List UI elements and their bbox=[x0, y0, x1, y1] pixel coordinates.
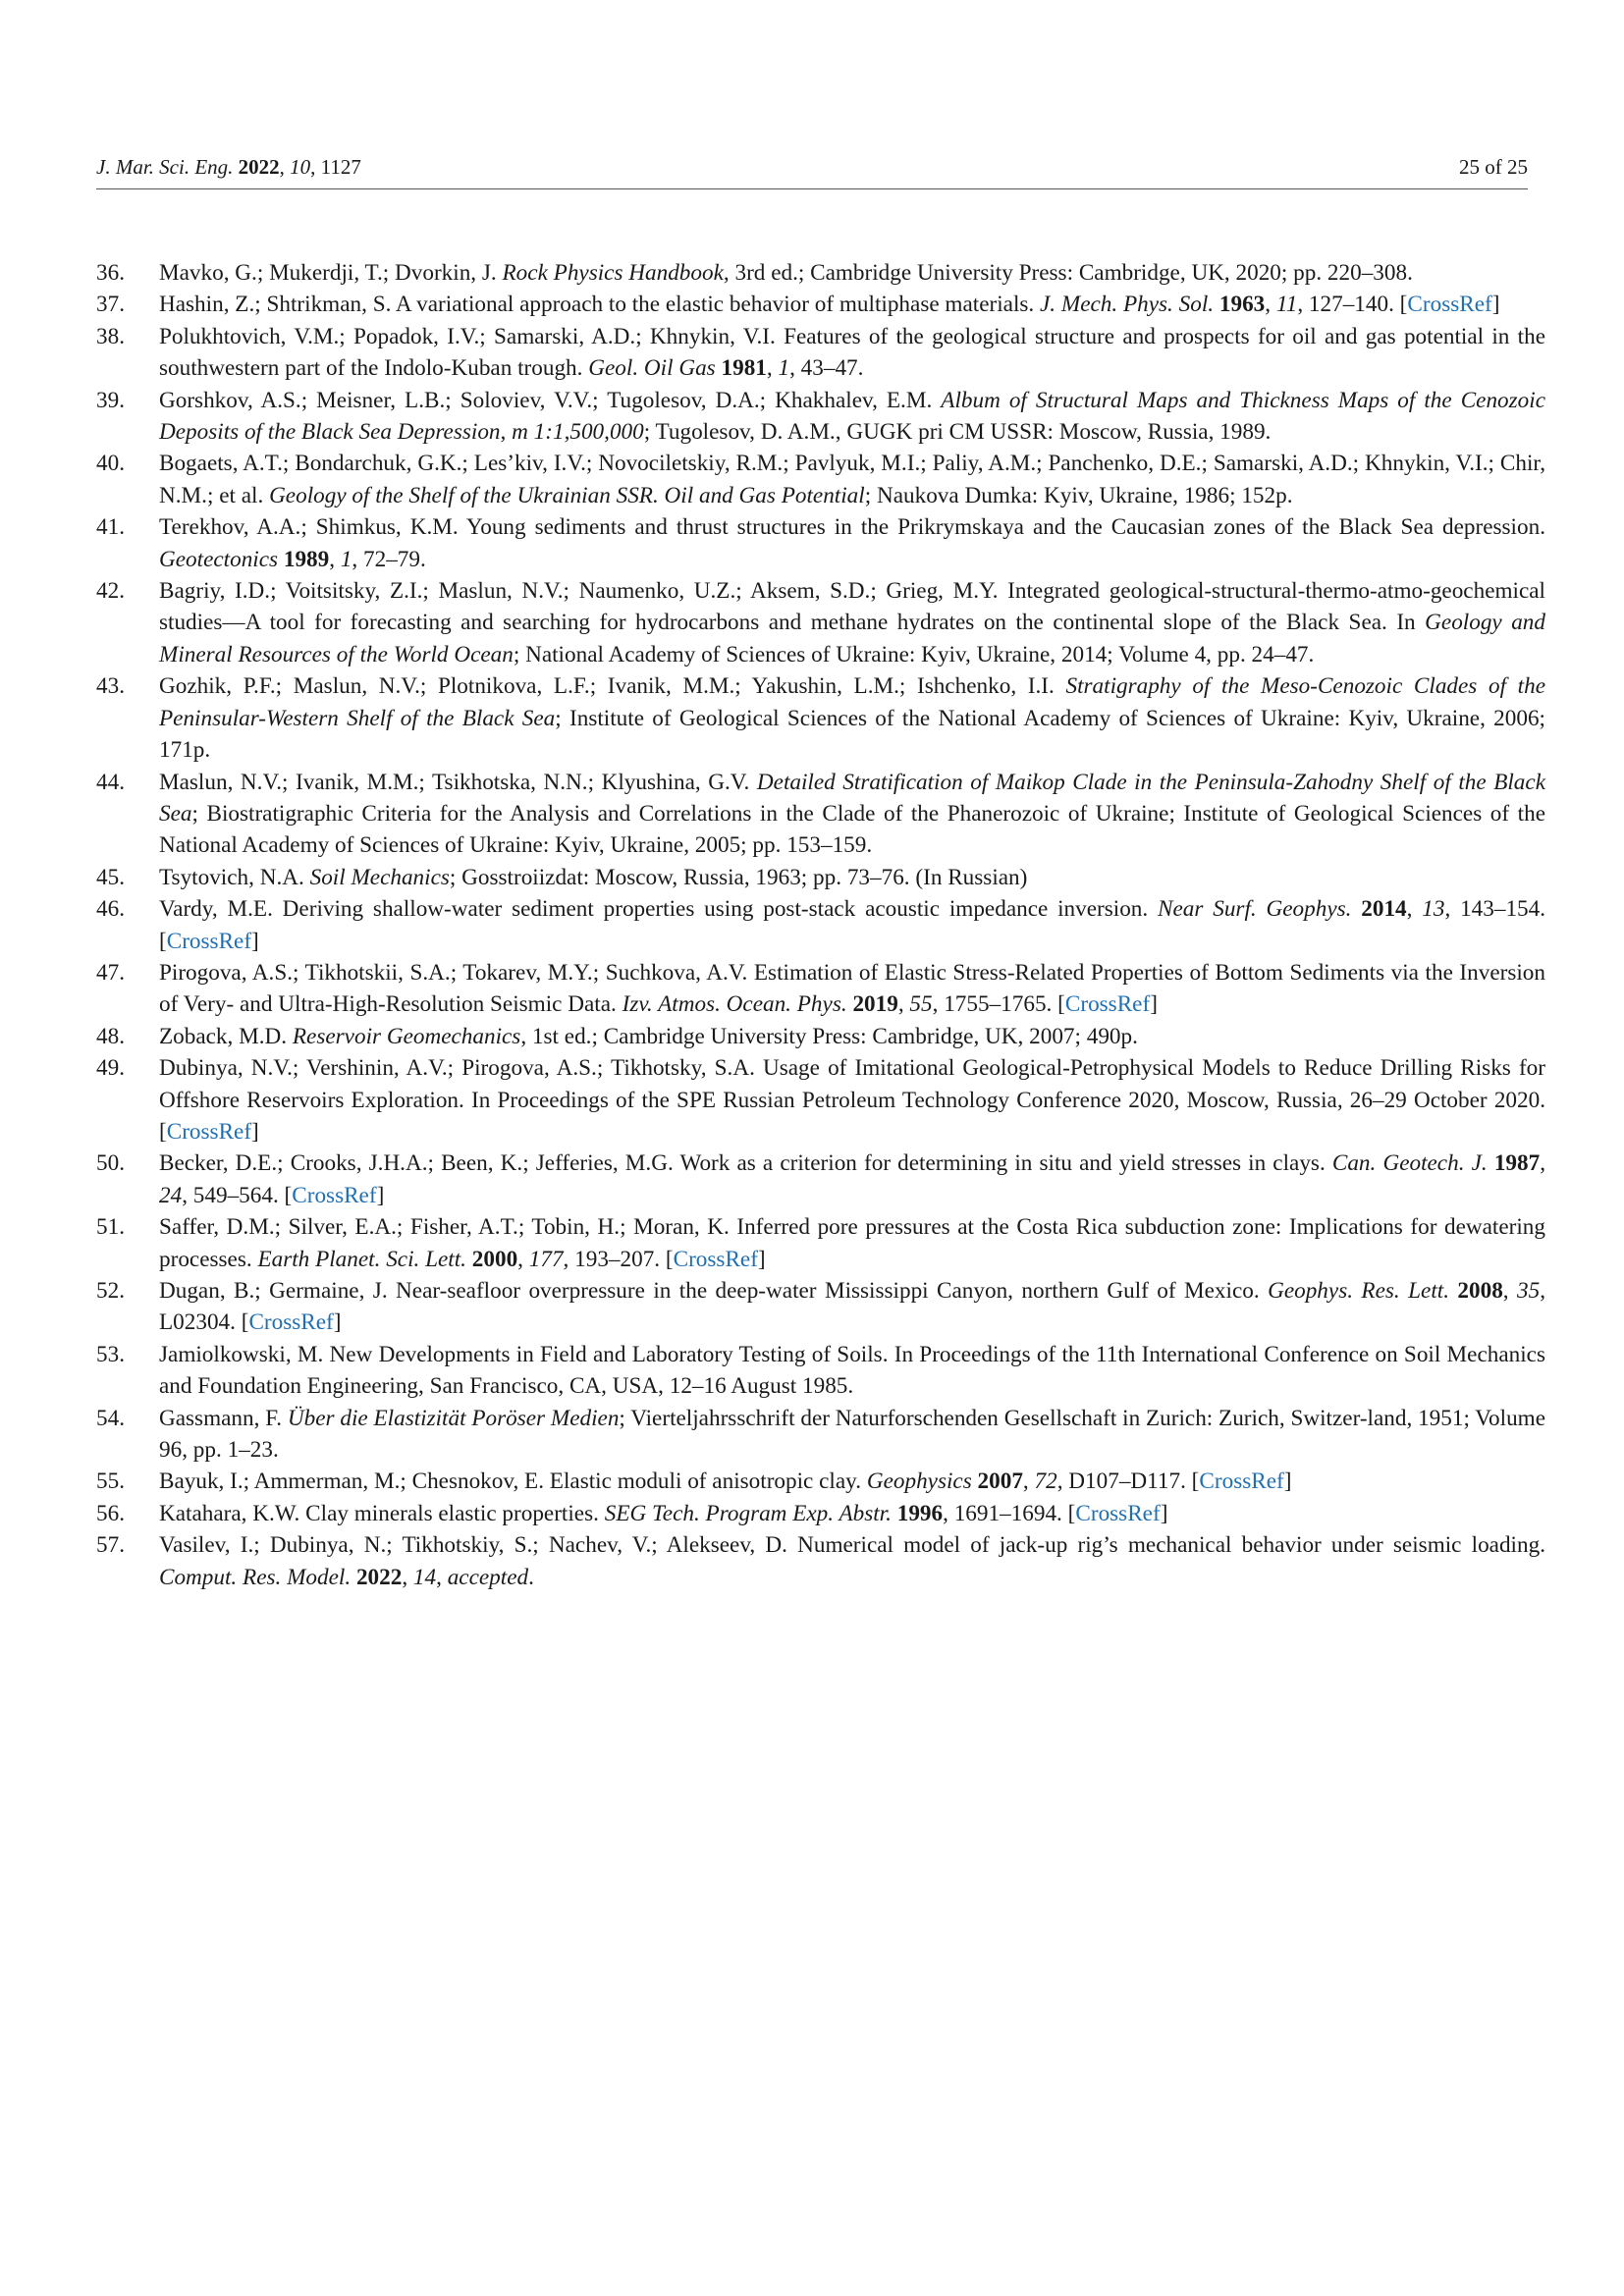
journal-article: 1127 bbox=[320, 155, 361, 179]
reference-text-segment: , bbox=[402, 1564, 413, 1590]
reference-number: 57. bbox=[96, 1532, 125, 1559]
reference-number: 53. bbox=[96, 1341, 125, 1367]
reference-text-segment: , bbox=[766, 355, 779, 382]
reference-text bbox=[159, 1403, 1545, 1467]
reference-item bbox=[96, 511, 1545, 575]
reference-bold-text: 1963 bbox=[1218, 292, 1266, 318]
reference-item bbox=[96, 893, 1545, 957]
reference-text-segment: , 549–564. [ bbox=[182, 1182, 293, 1208]
reference-text-segment: , bbox=[1540, 1150, 1545, 1177]
reference-text-segment: , bbox=[517, 1246, 529, 1272]
reference-text-segment: ; Vierteljahrsschrift der Naturforschenden Gesellschaft in Zurich: Zurich, Switzer-land, 1951; Volume 96, pp. 1–23. bbox=[159, 1405, 1546, 1464]
reference-italic-text: 1 bbox=[778, 355, 790, 382]
reference-italic-text: 35 bbox=[1517, 1278, 1541, 1304]
reference-number: 54. bbox=[96, 1405, 125, 1431]
reference-text-segment: Dugan, B.; Germaine, J. Near-seafloor overpressure in the deep-water Mississippi Canyon, northern Gulf of Mexico. bbox=[159, 1278, 1269, 1304]
running-header bbox=[96, 149, 1528, 189]
reference-text-segment: Vardy, M.E. Deriving shallow-water sediment properties using post-stack acoustic impedance inversion. bbox=[159, 896, 1159, 923]
reference-text-segment: , 193–207. [ bbox=[563, 1246, 674, 1272]
reference-text bbox=[159, 385, 1545, 449]
reference-number: 48. bbox=[96, 1023, 125, 1049]
reference-text-segment: , 43–47. bbox=[789, 355, 864, 382]
crossref-link[interactable]: CrossRef bbox=[1075, 1500, 1161, 1526]
reference-text-segment: Gassmann, F. bbox=[159, 1405, 288, 1431]
reference-item bbox=[96, 448, 1545, 511]
reference-text bbox=[159, 1498, 1545, 1529]
reference-italic-text: 13 bbox=[1422, 896, 1445, 923]
crossref-link[interactable]: CrossRef bbox=[673, 1246, 758, 1272]
reference-text-segment: Gorshkov, A.S.; Meisner, L.B.; Soloviev, V.V.; Tugolesov, D.A.; Khakhalev, E.M. bbox=[159, 387, 942, 413]
reference-bold-text: 1996 bbox=[896, 1500, 944, 1526]
reference-item bbox=[96, 1466, 1545, 1497]
reference-italic-text: 11 bbox=[1275, 292, 1298, 318]
reference-text-segment: Gozhik, P.F.; Maslun, N.V.; Plotnikova, L.F.; Ivanik, M.M.; Yakushin, L.M.; Ishchenko, I.I. bbox=[159, 673, 1066, 700]
reference-italic-text: Earth Planet. Sci. Lett. bbox=[257, 1246, 466, 1272]
reference-italic-text: Rock Physics Handbook bbox=[502, 260, 724, 286]
reference-item bbox=[96, 767, 1545, 862]
reference-text-segment: ] bbox=[1150, 991, 1158, 1018]
crossref-link[interactable]: CrossRef bbox=[248, 1309, 334, 1336]
reference-text bbox=[159, 289, 1545, 320]
reference-italic-text: Izv. Atmos. Ocean. Phys. bbox=[622, 991, 847, 1018]
reference-text bbox=[159, 321, 1545, 385]
crossref-link[interactable]: CrossRef bbox=[166, 1118, 252, 1145]
reference-item bbox=[96, 1052, 1545, 1148]
reference-text-segment bbox=[1351, 896, 1361, 922]
reference-number: 49. bbox=[96, 1055, 125, 1082]
reference-text-segment: , 1755–1765. [ bbox=[932, 991, 1065, 1018]
reference-text bbox=[159, 1052, 1545, 1148]
reference-text-segment: , bbox=[329, 546, 341, 572]
journal-volume: 10 bbox=[290, 155, 311, 179]
reference-text-segment: Vasilev, I.; Dubinya, N.; Tikhotskiy, S.; Nachev, V.; Alekseev, D. Numerical model of jack-up rig’s mechanical behavior under seismic loading. bbox=[159, 1532, 1545, 1559]
reference-text-segment: , bbox=[897, 991, 910, 1018]
reference-text bbox=[159, 1466, 1545, 1497]
reference-italic-text: Geol. Oil Gas bbox=[588, 355, 716, 382]
reference-number: 36. bbox=[96, 260, 125, 286]
reference-text-segment: ] bbox=[1160, 1500, 1168, 1526]
reference-text-segment: , L02304. [ bbox=[159, 1278, 1545, 1336]
reference-italic-text: SEG Tech. Program Exp. Abstr. bbox=[604, 1500, 892, 1526]
reference-bold-text: 2019 bbox=[852, 991, 898, 1018]
reference-text-segment: Hashin, Z.; Shtrikman, S. A variational approach to the elastic behavior of multiphase materials. bbox=[159, 292, 1041, 318]
reference-item bbox=[96, 1403, 1545, 1467]
reference-text-segment: Saffer, D.M.; Silver, E.A.; Fisher, A.T.; Tobin, H.; Moran, K. Inferred pore pressures at the Costa Rica subduction zone: Implications for dewatering processes. bbox=[159, 1214, 1545, 1272]
reference-text-segment: ] bbox=[757, 1246, 766, 1272]
reference-text-segment: ; Biostratigraphic Criteria for the Analysis and Correlations in the Clade of the Phanerozoic of Ukraine; Institute of Geological Sciences of the National Academy of Sciences of Ukraine: Kyiv, Ukraine, 2005; pp. 153–159. bbox=[159, 800, 1545, 859]
reference-text bbox=[159, 767, 1545, 862]
reference-item bbox=[96, 1339, 1545, 1403]
reference-item bbox=[96, 385, 1545, 449]
reference-italic-text: 72 bbox=[1034, 1468, 1057, 1495]
reference-list bbox=[96, 257, 1545, 1593]
reference-item bbox=[96, 862, 1545, 893]
reference-text bbox=[159, 1339, 1545, 1403]
reference-text bbox=[159, 1148, 1545, 1211]
reference-text-segment: Pirogova, A.S.; Tikhotskii, S.A.; Tokarev, M.Y.; Suchkova, A.V. Estimation of Elastic Stress-Related Properties of Bottom Sediments via the Inversion of Very- and Ultra-High-Resolution Seismic Data. bbox=[159, 959, 1545, 1018]
reference-text-segment: , 3rd ed.; Cambridge University Press: Cambridge, UK, 2020; pp. 220–308. bbox=[723, 260, 1413, 286]
reference-text-segment: Bayuk, I.; Ammerman, M.; Chesnokov, E. Elastic moduli of anisotropic clay. bbox=[159, 1468, 867, 1495]
reference-number: 56. bbox=[96, 1500, 125, 1526]
reference-item bbox=[96, 1275, 1545, 1339]
reference-item bbox=[96, 289, 1545, 320]
reference-italic-text: accepted bbox=[447, 1564, 529, 1590]
reference-text bbox=[159, 448, 1545, 511]
reference-text-segment: , 127–140. [ bbox=[1297, 292, 1408, 318]
reference-text-segment: . bbox=[528, 1564, 534, 1590]
reference-italic-text: 55 bbox=[909, 991, 933, 1018]
reference-text-segment: ; National Academy of Sciences of Ukraine: Kyiv, Ukraine, 2014; Volume 4, pp. 24–47. bbox=[513, 641, 1315, 667]
reference-text-segment: , 143–154. [ bbox=[159, 896, 1546, 954]
reference-bold-text: 1989 bbox=[283, 546, 330, 572]
reference-text-segment: Bagriy, I.D.; Voitsitsky, Z.I.; Maslun, N.V.; Naumenko, U.Z.; Aksem, S.D.; Grieg, M.Y. Integrated geological-structural-thermo-atmo-geochemical studies—A tool for forecasting and searching for hydrocarbons and methane hydrates on the continental slope of the Black Sea. In bbox=[159, 578, 1545, 636]
reference-number: 40. bbox=[96, 451, 125, 477]
reference-text-segment: , D107–D117. [ bbox=[1056, 1468, 1200, 1495]
reference-item bbox=[96, 575, 1545, 670]
reference-text bbox=[159, 670, 1545, 766]
reference-italic-text: J. Mech. Phys. Sol. bbox=[1040, 292, 1215, 318]
journal-year: 2022 bbox=[238, 155, 280, 179]
reference-bold-text: 2000 bbox=[471, 1246, 518, 1272]
journal-abbrev: J. Mar. Sci. Eng. bbox=[96, 155, 234, 179]
reference-item bbox=[96, 1148, 1545, 1211]
reference-text-segment: ] bbox=[333, 1309, 342, 1336]
reference-text bbox=[159, 957, 1545, 1021]
reference-text bbox=[159, 511, 1545, 575]
reference-number: 52. bbox=[96, 1278, 125, 1304]
reference-item bbox=[96, 1021, 1545, 1052]
reference-bold-text: 1981 bbox=[721, 355, 767, 382]
reference-number: 44. bbox=[96, 769, 125, 795]
reference-italic-text: Album of Structural Maps and Thickness Maps of the Cenozoic Deposits of the Black Sea Depression, m 1:1,500,000 bbox=[159, 387, 1545, 446]
reference-italic-text: 177 bbox=[528, 1246, 564, 1272]
reference-number: 55. bbox=[96, 1468, 125, 1495]
reference-text-segment: , bbox=[1502, 1278, 1518, 1304]
crossref-link[interactable]: CrossRef bbox=[292, 1182, 377, 1208]
reference-text bbox=[159, 1021, 1545, 1052]
reference-item bbox=[96, 257, 1545, 289]
reference-bold-text: 2014 bbox=[1361, 896, 1407, 923]
reference-text-segment: ] bbox=[251, 1118, 259, 1145]
reference-italic-text: 1 bbox=[340, 546, 352, 572]
reference-text bbox=[159, 893, 1545, 957]
reference-number: 46. bbox=[96, 896, 125, 923]
reference-text-segment: Terekhov, A.A.; Shimkus, K.M. Young sediments and thrust structures in the Prikrymskaya and the Caucasian zones of the Black Sea depression. bbox=[159, 514, 1545, 541]
reference-text-segment: , bbox=[1406, 896, 1423, 923]
reference-text-segment: Dubinya, N.V.; Vershinin, A.V.; Pirogova, A.S.; Tikhotsky, S.A. Usage of Imitational Geological-Petrophysical Models to Reduce Drilling Risks for Offshore Reservoirs Exploration. In Proceedings of the SPE Russian Petroleum Technology Conference 2020, Moscow, Russia, 26–29 October 2020. [ bbox=[159, 1055, 1545, 1145]
reference-text-segment: Zoback, M.D. bbox=[159, 1023, 293, 1049]
reference-italic-text: Detailed Stratification of Maikop Clade in the Peninsula-Zahodny Shelf of the Black Sea bbox=[159, 769, 1545, 827]
reference-text bbox=[159, 1211, 1545, 1275]
reference-text-segment: ] bbox=[376, 1182, 385, 1208]
reference-italic-text: Geology of the Shelf of the Ukrainian SSR. Oil and Gas Potential bbox=[269, 482, 865, 508]
journal-citation: J. Mar. Sci. Eng. 2022, 10, 1127 bbox=[96, 155, 361, 179]
reference-italic-text: Comput. Res. Model. bbox=[159, 1564, 352, 1590]
reference-text-segment: , bbox=[436, 1564, 448, 1590]
reference-text-segment: Mavko, G.; Mukerdji, T.; Dvorkin, J. bbox=[159, 260, 503, 286]
reference-number: 50. bbox=[96, 1150, 125, 1177]
reference-item bbox=[96, 1211, 1545, 1275]
reference-text-segment: ; Naukova Dumka: Kyiv, Ukraine, 1986; 152p. bbox=[864, 482, 1293, 508]
reference-text-segment: Polukhtovich, V.M.; Popadok, I.V.; Samarski, A.D.; Khnykin, V.I. Features of the geological structure and prospects for oil and gas potential in the southwestern part of the Indolo-Kuban trough. bbox=[159, 323, 1545, 382]
reference-text-segment: Maslun, N.V.; Ivanik, M.M.; Tsikhotska, N.N.; Klyushina, G.V. bbox=[159, 769, 757, 795]
reference-number: 39. bbox=[96, 387, 125, 413]
reference-text-segment: ; Institute of Geological Sciences of the National Academy of Sciences of Ukraine: Kyiv, Ukraine, 2006; 171p. bbox=[159, 705, 1545, 764]
reference-text-segment: ; Tugolesov, D. A.M., GUGK pri CM USSR: Moscow, Russia, 1989. bbox=[643, 419, 1272, 446]
reference-text-segment: , 1691–1694. [ bbox=[943, 1500, 1076, 1526]
reference-item bbox=[96, 1498, 1545, 1529]
reference-text-segment: , 72–79. bbox=[352, 546, 426, 572]
reference-text bbox=[159, 257, 1545, 289]
crossref-link[interactable]: CrossRef bbox=[166, 928, 252, 954]
reference-text-segment: Katahara, K.W. Clay minerals elastic properties. bbox=[159, 1500, 605, 1526]
reference-italic-text: 24 bbox=[159, 1182, 183, 1208]
reference-text-segment: Tsytovich, N.A. bbox=[159, 864, 310, 890]
reference-number: 38. bbox=[96, 323, 125, 349]
reference-italic-text: Geology and Mineral Resources of the World Ocean bbox=[159, 610, 1545, 667]
reference-italic-text: Geotectonics bbox=[159, 546, 279, 572]
reference-text-segment bbox=[1488, 1150, 1494, 1176]
reference-text-segment: , bbox=[1265, 292, 1276, 318]
reference-item bbox=[96, 670, 1545, 766]
reference-italic-text: Reservoir Geomechanics bbox=[292, 1023, 521, 1049]
reference-text-segment: ; Gosstroiizdat: Moscow, Russia, 1963; pp. 73–76. (In Russian) bbox=[449, 864, 1028, 890]
reference-text-segment: , 1st ed.; Cambridge University Press: Cambridge, UK, 2007; 490p. bbox=[520, 1023, 1138, 1049]
reference-number: 45. bbox=[96, 864, 125, 890]
reference-text bbox=[159, 575, 1545, 670]
reference-text-segment: , bbox=[1022, 1468, 1035, 1495]
reference-text-segment: Becker, D.E.; Crooks, J.H.A.; Been, K.; Jefferies, M.G. Work as a criterion for determining in situ and yield stresses in clays. bbox=[159, 1150, 1332, 1177]
crossref-link[interactable]: CrossRef bbox=[1407, 292, 1492, 318]
reference-text-segment: Bogaets, A.T.; Bondarchuk, G.K.; Les’kiv, I.V.; Novociletskiy, R.M.; Pavlyuk, M.I.; Paliy, A.M.; Panchenko, D.E.; Samarski, A.D.; Khnykin, V.I.; Chir, N.M.; et al. bbox=[159, 451, 1545, 508]
reference-text bbox=[159, 862, 1545, 893]
reference-italic-text: Stratigraphy of the Meso-Cenozoic Clades of the Peninsular-Western Shelf of the Black Sea bbox=[159, 673, 1545, 731]
reference-number: 47. bbox=[96, 959, 125, 986]
reference-text-segment: ] bbox=[1283, 1468, 1292, 1495]
reference-bold-text: 2007 bbox=[977, 1468, 1023, 1495]
reference-text-segment: ] bbox=[1491, 292, 1500, 318]
page-number: 25 of 25 bbox=[1459, 155, 1528, 179]
reference-number: 37. bbox=[96, 292, 125, 318]
reference-bold-text: 2008 bbox=[1457, 1278, 1503, 1304]
reference-italic-text: Soil Mechanics bbox=[309, 864, 450, 890]
reference-item bbox=[96, 957, 1545, 1021]
crossref-link[interactable]: CrossRef bbox=[1064, 991, 1151, 1018]
reference-italic-text: Near Surf. Geophys. bbox=[1158, 896, 1352, 923]
reference-text bbox=[159, 1529, 1545, 1593]
reference-item bbox=[96, 321, 1545, 385]
crossref-link[interactable]: CrossRef bbox=[1199, 1468, 1284, 1495]
reference-item bbox=[96, 1529, 1545, 1593]
reference-bold-text: 2022 bbox=[355, 1564, 403, 1590]
reference-italic-text: Geophysics bbox=[866, 1468, 972, 1495]
reference-italic-text: 14 bbox=[412, 1564, 437, 1590]
reference-italic-text: Geophys. Res. Lett. bbox=[1268, 1278, 1449, 1304]
reference-number: 42. bbox=[96, 578, 125, 605]
reference-number: 51. bbox=[96, 1214, 125, 1241]
reference-bold-text: 1987 bbox=[1493, 1150, 1541, 1177]
reference-italic-text: Can. Geotech. J. bbox=[1331, 1150, 1488, 1177]
reference-number: 43. bbox=[96, 673, 125, 700]
reference-number: 41. bbox=[96, 514, 125, 541]
reference-italic-text: Über die Elastizität Poröser Medien bbox=[287, 1405, 620, 1431]
reference-text-segment: ] bbox=[251, 928, 259, 954]
reference-text bbox=[159, 1275, 1545, 1339]
reference-text-segment: Jamiolkowski, M. New Developments in Field and Laboratory Testing of Soils. In Proceedings of the 11th International Conference on Soil Mechanics and Foundation Engineering, San Francisco, CA, USA, 12–16 August 1985. bbox=[159, 1341, 1545, 1400]
